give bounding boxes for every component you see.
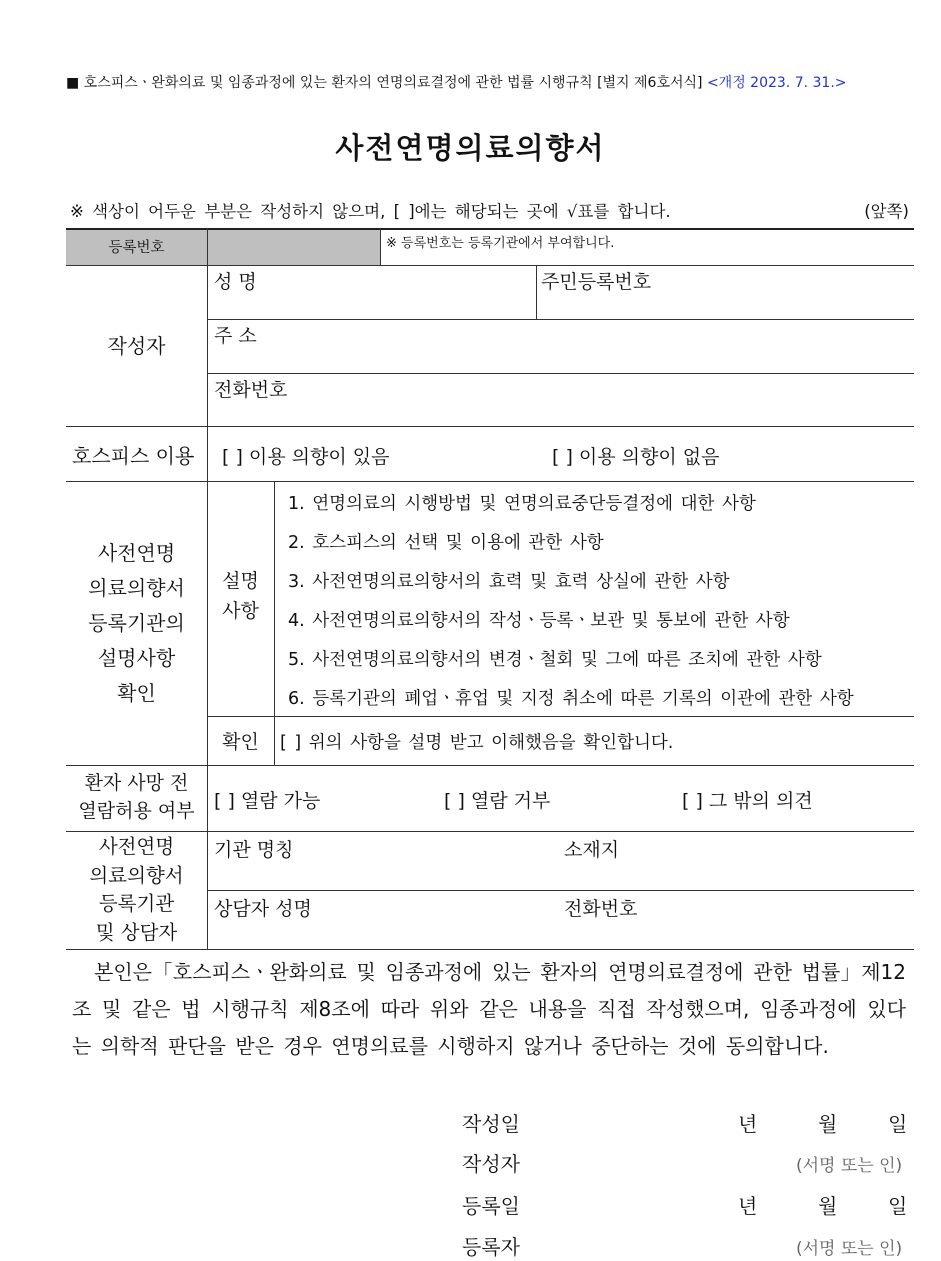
explanation-item-1: 1. 연명의료의 시행방법 및 연명의료중단등결정에 대한 사항 (288, 494, 756, 514)
explanation-item-5: 5. 사전연명의료의향서의 변경ㆍ철회 및 그에 따른 조치에 관한 사항 (288, 650, 822, 670)
institution-section-label: 사전연명 의료의향서 등록기관 및 상담자 (89, 835, 184, 944)
written-day: 일 (888, 1112, 908, 1136)
registrar-label: 등록자 (462, 1235, 520, 1259)
confirm-label: 확인 (222, 731, 259, 753)
revision-date: <개정 2023. 7. 31.> (706, 75, 847, 91)
writer-label: 작성자 (462, 1152, 520, 1176)
form-notice: ※ 색상이 어두운 부분은 작성하지 않으며, [ ]에는 해당되는 곳에 √표를 합니다. (70, 202, 671, 221)
viewing-deny-checkbox[interactable]: [ ] 열람 거부 (444, 790, 551, 812)
written-month: 월 (818, 1112, 838, 1136)
registrar-signature-hint: (서명 또는 인) (796, 1239, 903, 1259)
written-date-label: 작성일 (462, 1112, 520, 1136)
hospice-yes-checkbox[interactable]: [ ] 이용 의향이 있음 (222, 446, 390, 468)
confirm-checkbox[interactable]: [ ] 위의 사항을 설명 받고 이해했음을 확인합니다. (280, 733, 674, 753)
author-name-label: 성 명 (214, 271, 257, 293)
registration-number-field (207, 228, 380, 265)
explanation-section-label: 사전연명 의료의향서 등록기관의 설명사항 확인 (88, 541, 185, 705)
declaration-text: 본인은「호스피스ㆍ완화의료 및 임종과정에 있는 환자의 연명의료결정에 관한 법률」제12조 및 같은 법 시행규칙 제8조에 따라 위와 같은 내용을 직접 작성했으며, 임종과정에 있다는 의학적 판단을 받은 경우 연명의료를 시행하지 않거나 중단하는 것에 동의합니다. (72, 960, 906, 1058)
author-address-label: 주 소 (214, 325, 257, 347)
counselor-phone-label: 전화번호 (564, 898, 638, 920)
writer-signature-hint: (서명 또는 인) (796, 1156, 903, 1176)
hospice-label: 호스피스 이용 (72, 444, 195, 468)
registration-number-label: 등록번호 (108, 240, 165, 256)
viewing-allow-checkbox[interactable]: [ ] 열람 가능 (214, 790, 321, 812)
institution-name-label: 기관 명칭 (214, 839, 294, 861)
counselor-name-label: 상담자 성명 (214, 898, 312, 920)
viewing-other-checkbox[interactable]: [ ] 그 밖의 의견 (682, 790, 813, 812)
explanation-item-6: 6. 등록기관의 폐업ㆍ휴업 및 지정 취소에 따른 기록의 이관에 관한 사항 (288, 689, 854, 709)
explanation-item-3: 3. 사전연명의료의향서의 효력 및 효력 상실에 관한 사항 (288, 572, 730, 592)
viewing-permission-label: 환자 사망 전 열람허용 여부 (78, 772, 195, 822)
hospice-no-checkbox[interactable]: [ ] 이용 의향이 없음 (552, 446, 720, 468)
explanation-item-2: 2. 호스피스의 선택 및 이용에 관한 사항 (288, 533, 604, 553)
author-section-label: 작성자 (107, 334, 166, 358)
page-side-label: (앞쪽) (864, 202, 909, 221)
written-year: 년 (738, 1112, 758, 1136)
author-rrn-label: 주민등록번호 (541, 271, 652, 293)
registration-note: ※ 등록번호는 등록기관에서 부여합니다. (386, 236, 615, 251)
institution-location-label: 소재지 (564, 839, 620, 861)
registration-day: 일 (888, 1194, 908, 1218)
registration-month: 월 (818, 1194, 838, 1218)
registration-year: 년 (738, 1194, 758, 1218)
explanation-subject-label: 설명 사항 (222, 570, 259, 622)
law-reference-header (66, 72, 847, 92)
form-title: 사전연명의료의향서 (335, 131, 606, 165)
author-phone-label: 전화번호 (214, 379, 288, 401)
registration-date-label: 등록일 (462, 1194, 520, 1218)
law-reference: ■ 호스피스ㆍ완화의료 및 임종과정에 있는 환자의 연명의료결정에 관한 법률 시행규칙 [별지 제6호서식] (66, 75, 703, 91)
explanation-item-4: 4. 사전연명의료의향서의 작성ㆍ등록ㆍ보관 및 통보에 관한 사항 (288, 611, 790, 631)
